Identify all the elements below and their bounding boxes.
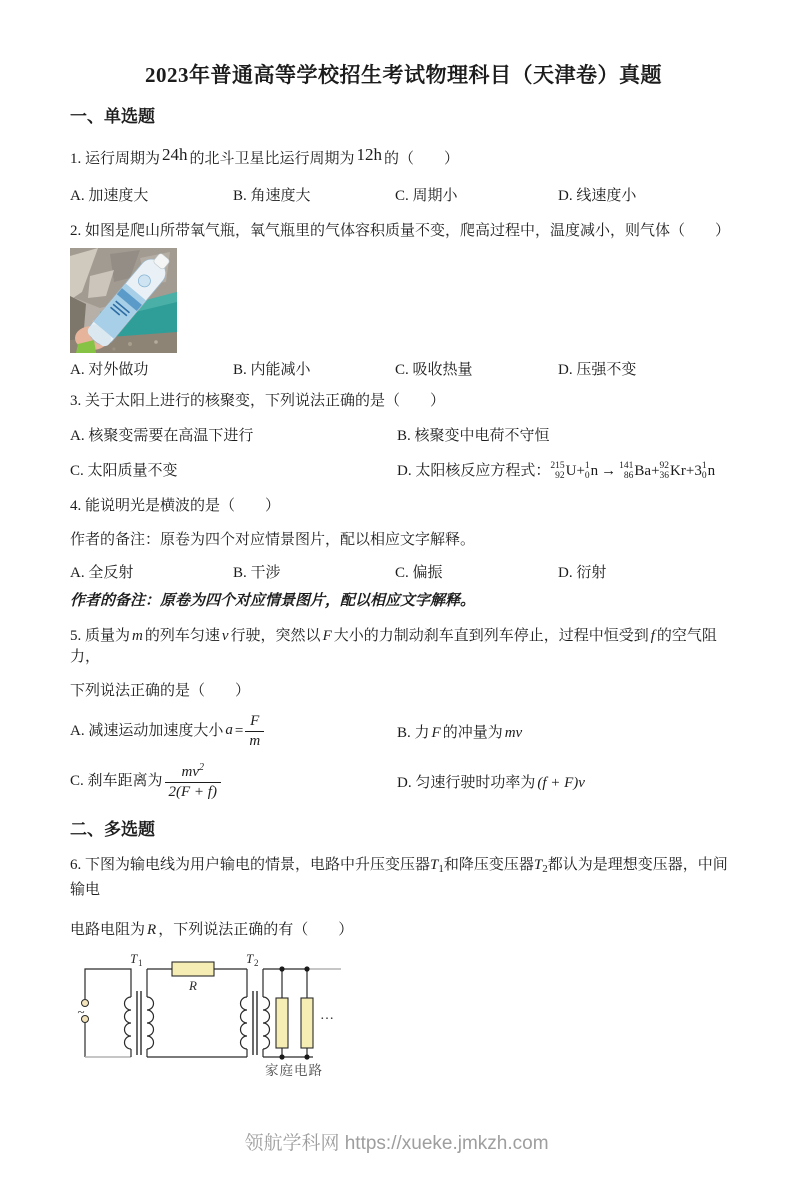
fraction-F-over-m: $\frac{F}{m}$ <box>245 713 264 750</box>
option-5d: D. 匀速行驶时功率为 (f + F)v <box>397 774 585 791</box>
transformer-t1-label: T <box>130 953 138 966</box>
circuit-diagram <box>77 953 349 1085</box>
resistor-R-label: R <box>189 978 197 993</box>
option-1c: C. 周期小 <box>395 188 458 204</box>
transformer-t1-secondary-coil <box>147 997 154 1049</box>
question-4-options <box>70 563 737 584</box>
exam-page <box>0 60 793 1154</box>
transformer-t2-primary-coil <box>241 997 248 1049</box>
question-5-options-row1 <box>70 708 737 754</box>
reaction-arrow: → <box>601 463 617 479</box>
question-4-author-note: 作者的备注：原卷为四个对应情景图片，配以相应文字解释。 <box>70 532 476 548</box>
option-2c: C. 吸收热量 <box>395 362 473 378</box>
option-3b: B. 核聚变中电荷不守恒 <box>397 428 550 444</box>
option-2d: D. 压强不变 <box>558 362 637 378</box>
load-resistor-1 <box>276 998 288 1048</box>
question-5-options-row2 <box>70 758 737 804</box>
period-value-12h: 12h <box>356 145 383 164</box>
option-4c: C. 偏振 <box>395 565 443 581</box>
line-resistor-R <box>172 962 214 976</box>
option-1d: D. 线速度小 <box>558 188 637 204</box>
transformer-t1-primary-coil <box>125 997 132 1049</box>
transformer-t2-label-sub: 2 <box>254 958 259 968</box>
load-resistor-2 <box>301 998 313 1048</box>
question-1-text: 1. 运行周期为 24h 的北斗卫星比运行周期为 12h 的（ ） <box>70 145 460 167</box>
question-2-text: 2. 如图是爬山所带氧气瓶，氧气瓶里的气体容积质量不变，爬高过程中，温度减小，则气体（ ） <box>70 223 731 239</box>
section-heading-multi-choice: 二、多选题 <box>70 820 155 839</box>
question-5-text-line2: 下列说法正确的是（ ） <box>70 683 251 699</box>
question-3-options-row1 <box>70 426 737 447</box>
question-1-options <box>70 186 737 207</box>
option-4d: D. 衍射 <box>558 565 607 581</box>
option-5c: C. 刹车距离为 $\frac{mv^2}{2(F + f)}$ <box>70 762 397 801</box>
transformer-t2-label: T <box>246 953 254 966</box>
option-2a: A. 对外做功 <box>70 362 149 378</box>
question-2-options <box>70 360 737 381</box>
question-4-author-note-bold: 作者的备注：原卷为四个对应情景图片，配以相应文字解释。 <box>70 593 476 609</box>
nuclide-n2: 1 0 n <box>701 461 716 481</box>
transformer-t1-label-sub: 1 <box>138 958 143 968</box>
option-5b: B. 力 F 的冲量为 mv <box>397 724 523 741</box>
question-5-text-line1: 5. 质量为 m 的列车匀速 v 行驶，突然以 F 大小的力制动刹车直到列车停止，过程中恒受到 f 的空气阻力， <box>70 628 717 665</box>
option-1b: B. 角速度大 <box>233 188 311 204</box>
site-watermark: 领航学科网 https://xueke.jmkzh.com <box>244 1133 549 1154</box>
period-value-24h: 24h <box>162 145 188 164</box>
more-loads-ellipsis: … <box>320 1008 334 1023</box>
option-3c: C. 太阳质量不变 <box>70 463 178 479</box>
nuclide-Kr: 92 36 Kr <box>659 461 686 481</box>
question-3-text: 3. 关于太阳上进行的核聚变，下列说法正确的是（ ） <box>70 393 446 409</box>
oxygen-bottle-photo <box>70 248 177 353</box>
question-3-options-row2 <box>70 461 737 482</box>
option-5a: A. 减速运动加速度大小 a = $\frac{F}{m}$ <box>70 713 397 750</box>
option-3d: D. 太阳核反应方程式： 215 92 U + 1 0 n → 141 86 Ba + 92 36 Kr +3 1 0 n <box>397 461 716 481</box>
nuclide-Ba: 141 86 Ba <box>619 461 652 481</box>
fraction-mv2-over-2Ff: $\frac{mv^2}{2(F + f)}$ <box>165 762 221 801</box>
question-4-text: 4. 能说明光是横波的是（ ） <box>70 498 281 514</box>
option-2b: B. 内能减小 <box>233 362 311 378</box>
option-4b: B. 干涉 <box>233 565 281 581</box>
option-1a: A. 加速度大 <box>70 188 149 204</box>
household-circuit-label: 家庭电路 <box>265 1063 323 1078</box>
option-3a: A. 核聚变需要在高温下进行 <box>70 428 254 444</box>
section-heading-single-choice: 一、单选题 <box>70 107 155 126</box>
ac-source-symbol: ~ <box>77 1004 85 1019</box>
transformer-t2-secondary-coil <box>263 997 270 1049</box>
question-6-text-line1: 6. 下图为输电线为用户输电的情景，电路中升压变压器$T_1$和降压变压器$T_2$都认为是理想变压器，中间输电 <box>70 857 728 898</box>
option-4a: A. 全反射 <box>70 565 134 581</box>
page-title: 2023年普通高等学校招生考试物理科目（天津卷）真题 <box>145 63 662 87</box>
nuclide-U: 215 92 U <box>550 461 577 481</box>
nuclide-n1: 1 0 n <box>584 461 599 481</box>
question-6-text-line2: 电路电阻为 R ，下列说法正确的有（ ） <box>70 922 354 938</box>
